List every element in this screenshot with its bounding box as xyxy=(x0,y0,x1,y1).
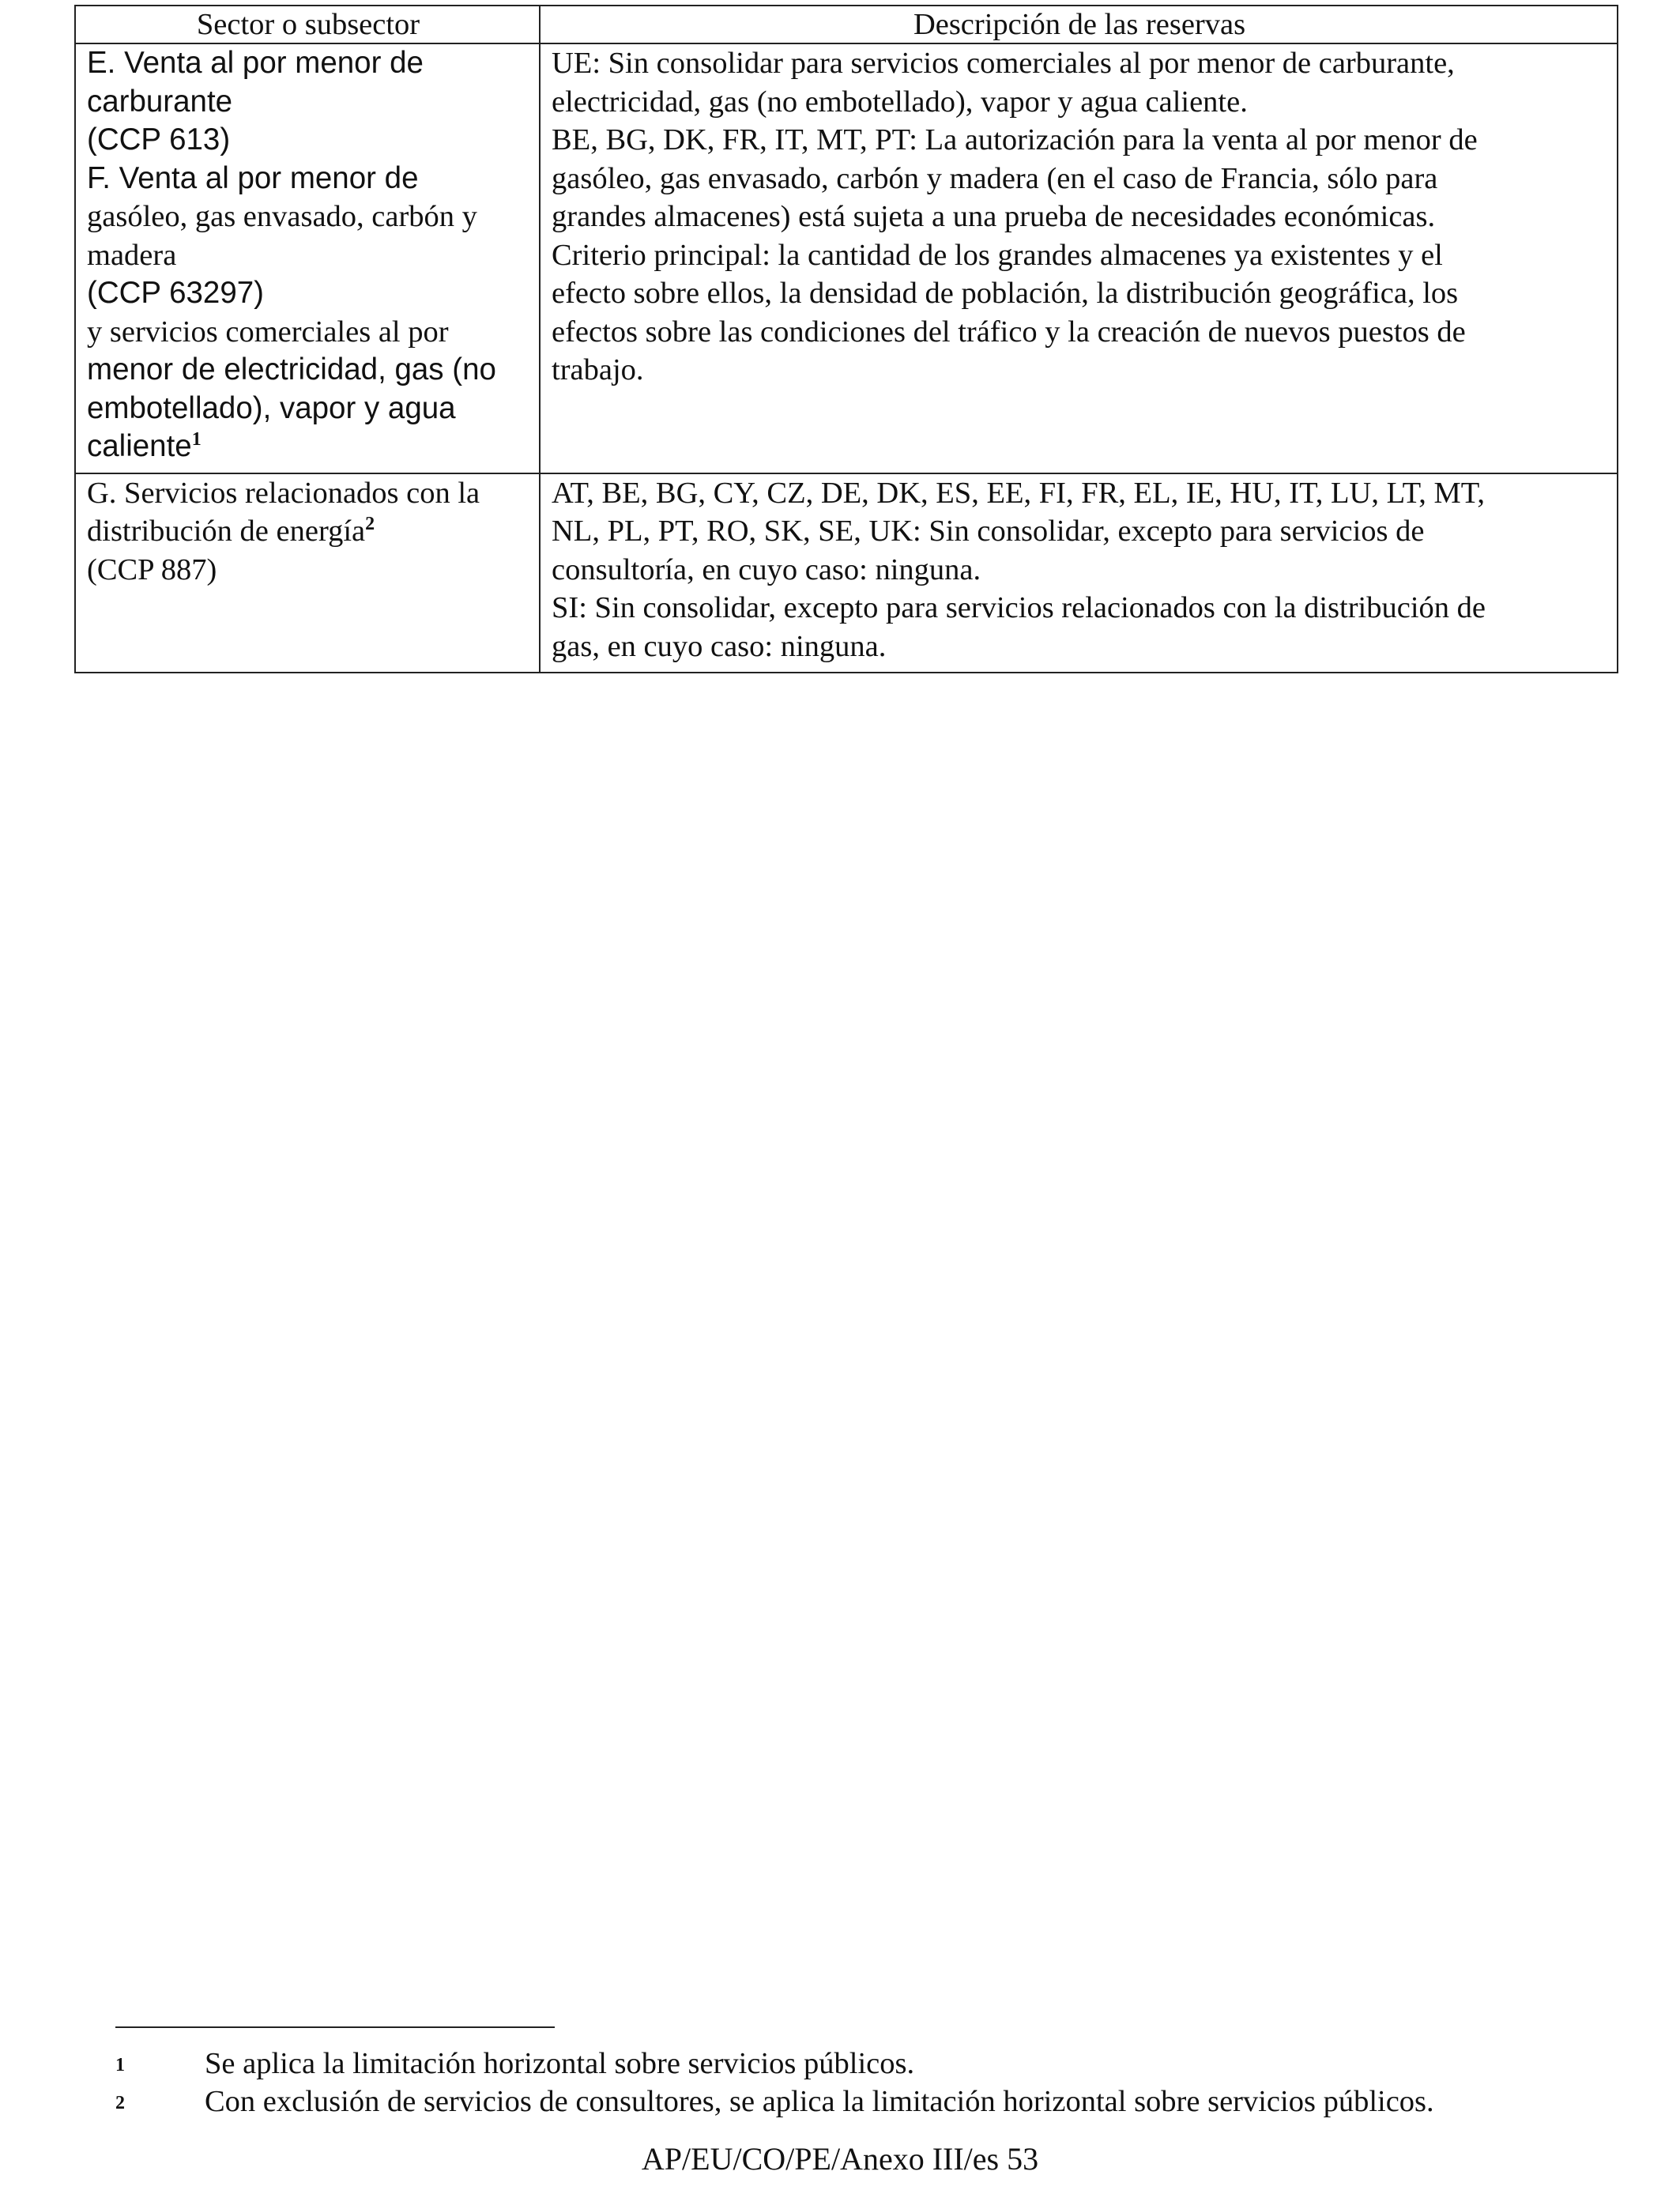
footnote-text: Con exclusión de servicios de consultores, se aplica la limitación horizontal sobre servicios públicos. xyxy=(205,2085,1434,2118)
description-cell xyxy=(540,473,1618,673)
sector-line xyxy=(87,390,529,428)
description-line: efectos sobre las condiciones del tráfico y la creación de nuevos puestos de xyxy=(552,315,1466,349)
description-cell xyxy=(540,43,1618,473)
reservations-table xyxy=(74,5,1618,673)
sector-line-text: (CCP 887) xyxy=(87,552,217,586)
sector-line-text: embotellado), vapor y agua xyxy=(87,390,456,425)
description-line: NL, PL, PT, RO, SK, SE, UK: Sin consolidar, excepto para servicios de xyxy=(552,515,1425,548)
sector-line xyxy=(87,428,529,466)
description-line: gasóleo, gas envasado, carbón y madera (en el caso de Francia, sólo para xyxy=(552,161,1438,195)
sector-line-text: (CCP 63297) xyxy=(87,276,264,310)
sector-line xyxy=(87,160,529,198)
sector-line xyxy=(87,44,529,83)
page-footer: AP/EU/CO/PE/Anexo III/es 53 xyxy=(641,2141,1039,2177)
table-row xyxy=(75,473,1618,673)
description-line: electricidad, gas (no embotellado), vapor y agua caliente. xyxy=(552,85,1248,119)
sector-line xyxy=(87,198,529,236)
footnote-number: 2 xyxy=(115,2093,125,2113)
sector-line-text: madera xyxy=(87,238,177,272)
table-header-row xyxy=(75,6,1618,43)
description-line: BE, BG, DK, FR, IT, MT, PT: La autorización para la venta al por menor de xyxy=(552,123,1478,156)
description-line: SI: Sin consolidar, excepto para servicios relacionados con la distribución de xyxy=(552,591,1486,624)
description-line: trabajo. xyxy=(552,353,644,386)
sector-line xyxy=(87,474,529,513)
table-row xyxy=(75,43,1618,473)
footnote-reference: 1 xyxy=(191,429,202,450)
description-line: efecto sobre ellos, la densidad de población, la distribución geográfica, los xyxy=(552,277,1459,310)
sector-cell xyxy=(75,43,540,473)
description-line: UE: Sin consolidar para servicios comerciales al por menor de carburante, xyxy=(552,47,1455,80)
header-sector: Sector o subsector xyxy=(75,6,540,43)
sector-line-text: E. Venta al por menor de xyxy=(87,46,424,80)
sector-line xyxy=(87,121,529,160)
sector-line xyxy=(87,274,529,313)
sector-line-text: menor de electricidad, gas (no xyxy=(87,352,496,386)
description-line: grandes almacenes) está sujeta a una prueba de necesidades económicas. xyxy=(552,200,1436,233)
sector-line xyxy=(87,351,529,390)
description-line: consultoría, en cuyo caso: ninguna. xyxy=(552,552,981,586)
footnote-number: 1 xyxy=(115,2055,125,2075)
footnote-reference: 2 xyxy=(365,514,375,534)
description-line: AT, BE, BG, CY, CZ, DE, DK, ES, EE, FI, FR, EL, IE, HU, IT, LU, LT, MT, xyxy=(552,476,1485,510)
sector-line-text: y servicios comerciales al por xyxy=(87,315,449,349)
sector-line-text: carburante xyxy=(87,84,233,119)
footnote-separator xyxy=(115,2026,555,2028)
sector-line xyxy=(87,512,529,551)
sector-line xyxy=(87,83,529,122)
description-line: gas, en cuyo caso: ninguna. xyxy=(552,629,887,663)
sector-line-text: (CCP 613) xyxy=(87,123,231,156)
header-description: Descripción de las reservas xyxy=(540,6,1618,43)
sector-line xyxy=(87,236,529,275)
table-body xyxy=(75,43,1618,673)
sector-cell xyxy=(75,473,540,673)
sector-line xyxy=(87,551,529,590)
sector-line-text: G. Servicios relacionados con la xyxy=(87,476,480,510)
description-line: Criterio principal: la cantidad de los grandes almacenes ya existentes y el xyxy=(552,238,1443,272)
sector-line xyxy=(87,313,529,352)
sector-line-text: gasóleo, gas envasado, carbón y xyxy=(87,200,477,233)
footnote-text: Se aplica la limitación horizontal sobre servicios públicos. xyxy=(205,2047,915,2080)
sector-line-text: caliente xyxy=(87,429,192,463)
sector-line-text: distribución de energía xyxy=(87,515,366,548)
sector-line-text: F. Venta al por menor de xyxy=(87,160,419,195)
